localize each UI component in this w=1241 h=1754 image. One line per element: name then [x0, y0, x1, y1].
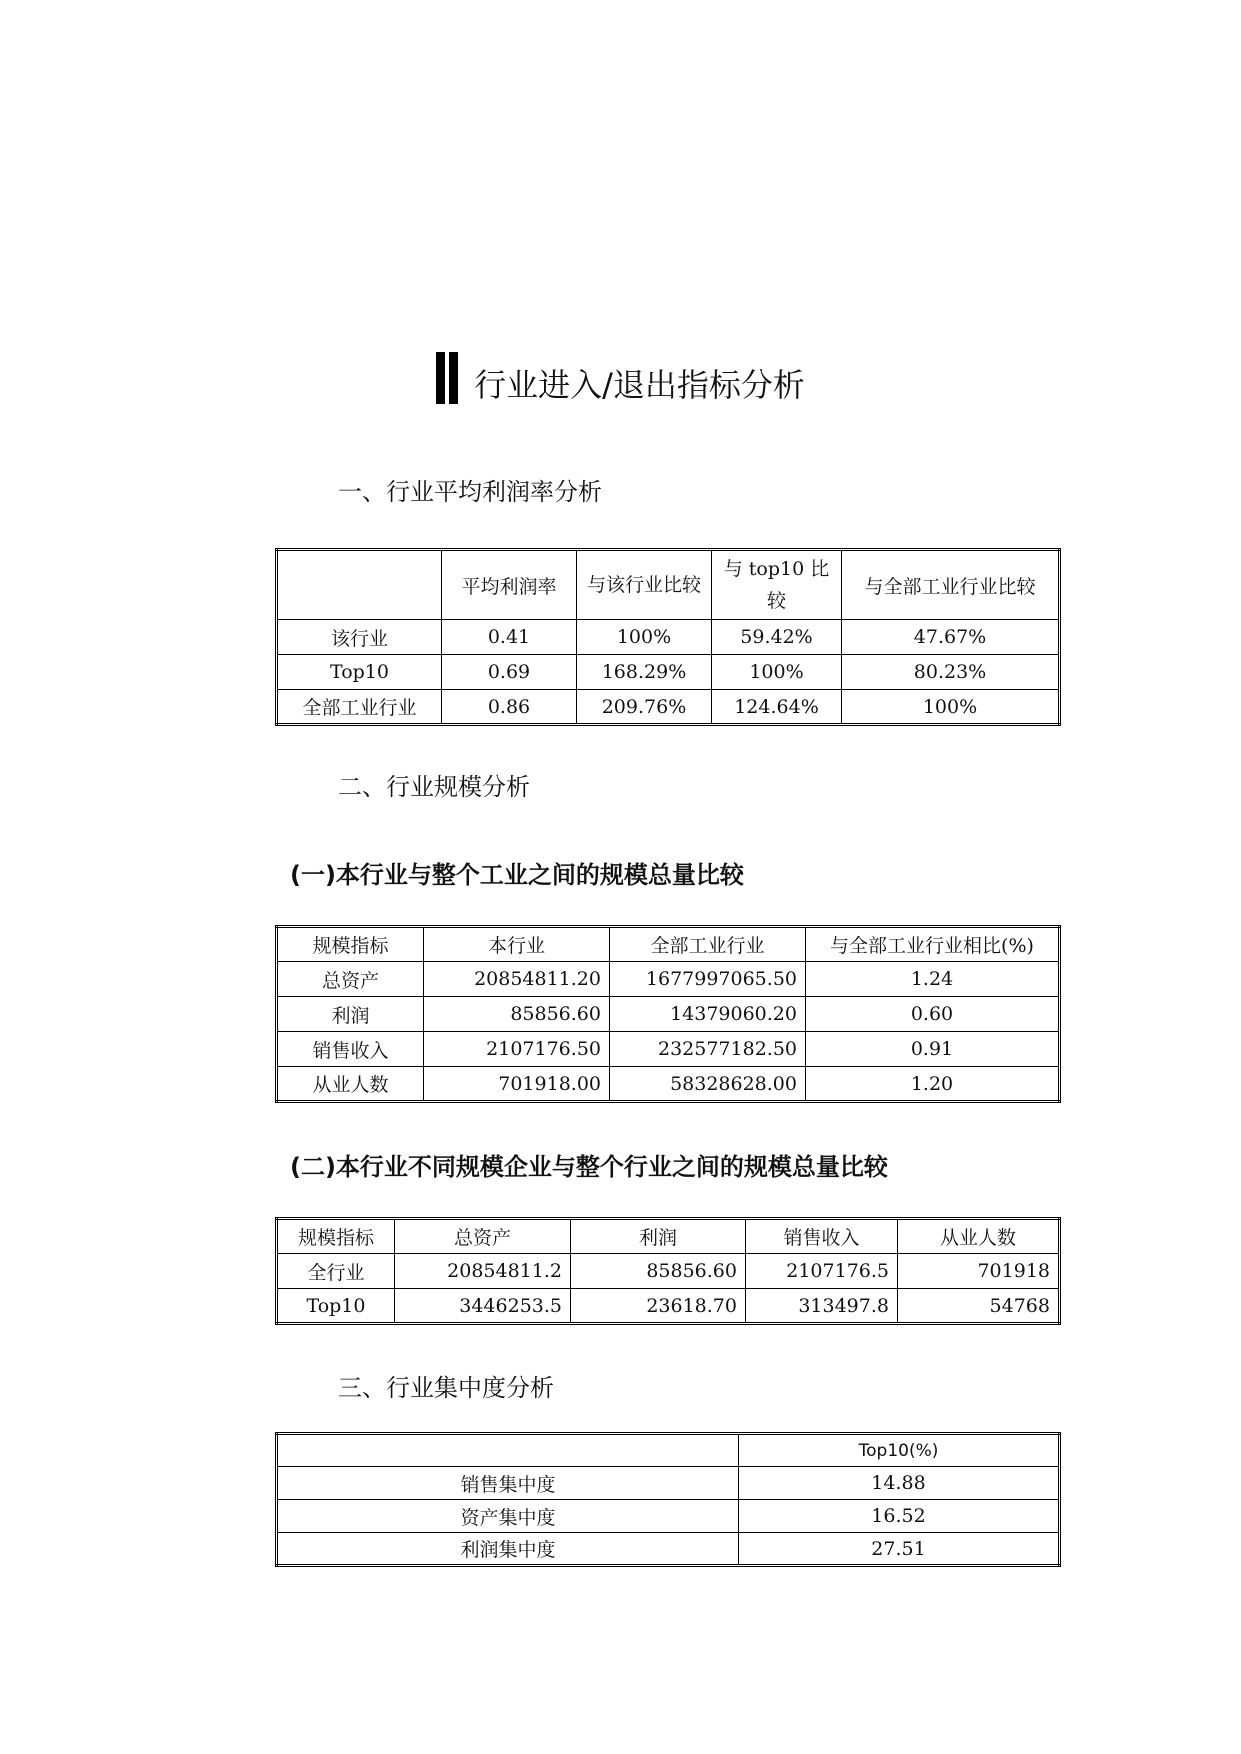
header-cell: 规模指标	[277, 1219, 395, 1254]
header-cell: 本行业	[424, 927, 610, 962]
table-cell: 27.51	[739, 1533, 1060, 1566]
header-cell: 从业人数	[898, 1219, 1060, 1254]
table-cell: 0.69	[442, 655, 577, 690]
table-cell: 100%	[712, 655, 842, 690]
table-row	[277, 1289, 1060, 1324]
table-row	[277, 962, 1060, 997]
table-header-row	[277, 550, 1060, 620]
table-row	[277, 1254, 1060, 1289]
table-row	[277, 997, 1060, 1032]
table-cell: 2107176.5	[746, 1254, 898, 1289]
header-cell: 销售收入	[746, 1219, 898, 1254]
table-header-row	[277, 1219, 1060, 1254]
table-cell: 1.24	[806, 962, 1060, 997]
table-row	[277, 620, 1060, 655]
table-row	[277, 1533, 1060, 1566]
table-header-row	[277, 927, 1060, 962]
row-label: 全行业	[277, 1254, 395, 1289]
row-label: 总资产	[277, 962, 424, 997]
table-cell: 100%	[842, 690, 1060, 725]
table-cell: 23618.70	[571, 1289, 746, 1324]
header-cell: 与全部工业行业相比(%)	[806, 927, 1060, 962]
row-label: 利润	[277, 997, 424, 1032]
scale-comparison-table	[275, 925, 1061, 1103]
table-row	[277, 655, 1060, 690]
row-label: Top10	[277, 655, 442, 690]
header-cell: 利润	[571, 1219, 746, 1254]
row-label: 销售收入	[277, 1032, 424, 1067]
header-cell: 与 top10 比较	[712, 550, 842, 620]
table-cell: 0.86	[442, 690, 577, 725]
table-cell: 232577182.50	[610, 1032, 806, 1067]
row-label: 该行业	[277, 620, 442, 655]
table-cell: 701918	[898, 1254, 1060, 1289]
section2-sub1-heading: (一)本行业与整个工业之间的规模总量比较	[290, 861, 744, 889]
header-cell: 平均利润率	[442, 550, 577, 620]
section2-heading: 二、行业规模分析	[338, 773, 530, 801]
table-cell: 1.20	[806, 1067, 1060, 1102]
header-cell: 总资产	[395, 1219, 571, 1254]
table-cell: 0.60	[806, 997, 1060, 1032]
header-cell: 与该行业比较	[577, 550, 712, 620]
profit-rate-table	[275, 548, 1061, 726]
row-label: 全部工业行业	[277, 690, 442, 725]
table-cell: 0.91	[806, 1032, 1060, 1067]
row-label: 利润集中度	[277, 1533, 739, 1566]
table-cell: 14379060.20	[610, 997, 806, 1032]
page-title-text: 行业进入/退出指标分析	[474, 366, 805, 404]
table-row	[277, 1067, 1060, 1102]
table-cell: 100%	[577, 620, 712, 655]
table-header-row	[277, 1434, 1060, 1467]
table-cell: 209.76%	[577, 690, 712, 725]
table-cell: 313497.8	[746, 1289, 898, 1324]
table-row	[277, 1032, 1060, 1067]
title-bar-icon	[436, 352, 458, 404]
table-row	[277, 1467, 1060, 1500]
section1-heading: 一、行业平均利润率分析	[338, 478, 602, 506]
row-label: Top10	[277, 1289, 395, 1324]
table-cell: 2107176.50	[424, 1032, 610, 1067]
table-cell: 85856.60	[571, 1254, 746, 1289]
table-cell: 0.41	[442, 620, 577, 655]
table-cell: 20854811.2	[395, 1254, 571, 1289]
header-cell: 规模指标	[277, 927, 424, 962]
table-cell: 124.64%	[712, 690, 842, 725]
enterprise-scale-table	[275, 1217, 1061, 1325]
header-cell	[277, 550, 442, 620]
table-cell: 54768	[898, 1289, 1060, 1324]
table-cell: 59.42%	[712, 620, 842, 655]
header-cell: 与全部工业行业比较	[842, 550, 1060, 620]
header-cell	[277, 1434, 739, 1467]
table-row	[277, 690, 1060, 725]
table-cell: 14.88	[739, 1467, 1060, 1500]
table-cell: 1677997065.50	[610, 962, 806, 997]
table-cell: 85856.60	[424, 997, 610, 1032]
page-title	[0, 352, 1241, 406]
table-cell: 20854811.20	[424, 962, 610, 997]
header-cell: 全部工业行业	[610, 927, 806, 962]
section3-heading: 三、行业集中度分析	[338, 1374, 554, 1402]
table-cell: 168.29%	[577, 655, 712, 690]
table-row	[277, 1500, 1060, 1533]
header-cell: Top10(%)	[739, 1434, 1060, 1467]
table-cell: 47.67%	[842, 620, 1060, 655]
table-cell: 58328628.00	[610, 1067, 806, 1102]
concentration-table	[275, 1432, 1061, 1567]
section2-sub2-heading: (二)本行业不同规模企业与整个行业之间的规模总量比较	[290, 1153, 888, 1181]
table-cell: 80.23%	[842, 655, 1060, 690]
row-label: 销售集中度	[277, 1467, 739, 1500]
table-cell: 3446253.5	[395, 1289, 571, 1324]
row-label: 资产集中度	[277, 1500, 739, 1533]
table-cell: 16.52	[739, 1500, 1060, 1533]
table-cell: 701918.00	[424, 1067, 610, 1102]
row-label: 从业人数	[277, 1067, 424, 1102]
